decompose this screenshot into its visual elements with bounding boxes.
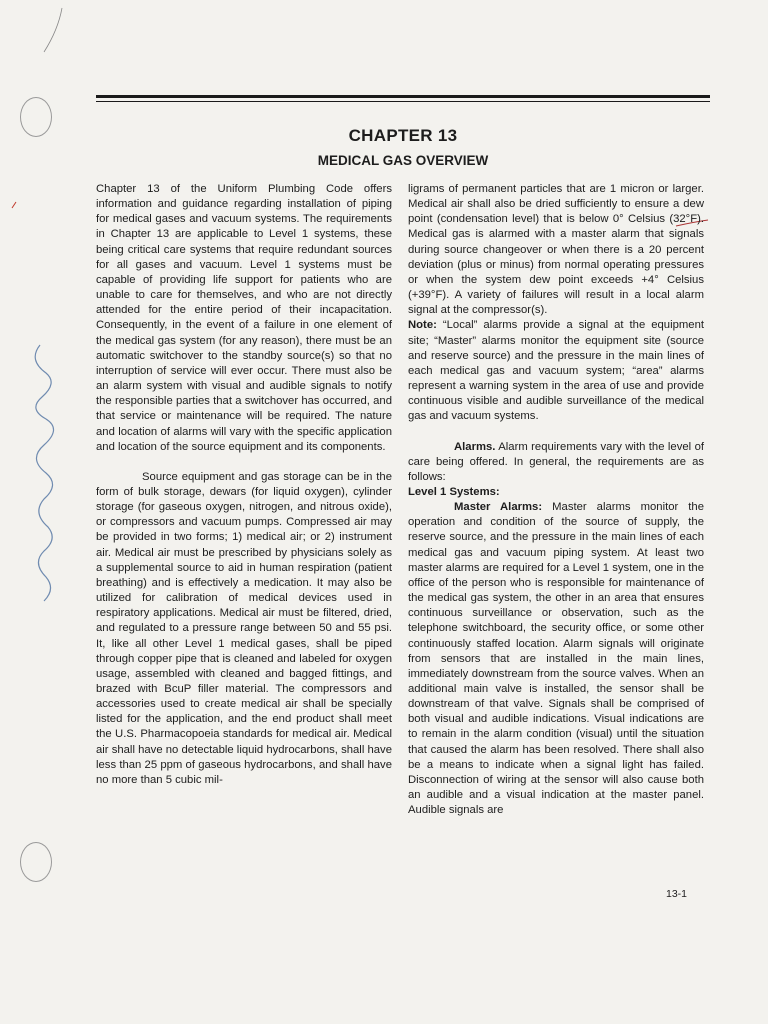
- corner-pen-stroke: [44, 8, 62, 52]
- left-column: [96, 182, 392, 788]
- red-tick: [12, 202, 16, 208]
- paragraph-intro: Chapter 13 of the Uniform Plumbing Code offers information and guidance regarding installation of piping for medical gases and vacuum systems. The requirements in Chapter 13 are applicable to Level 1 systems, these being critical care systems that require redundant sources for all gases and vacuum. Level 1 systems must be capable of providing life support for patients who are unable to care for themselves, and who are not directly attended for the entire period of their incapacitation. Consequently, in the event of a failure in one element of the medical gas system (for any reason), there must be an automatic switchover to the standby source(s) so that no interruption of service will ever occur. There must also be an alarm system with visual and audible signals to notify the responsible parties that a switchover has occurred, and that service or maintenance will be required. The nature and location of alarms will vary with the specific application and location of the source equipment and its components.: [96, 183, 392, 453]
- master-alarms-text: Master alarms monitor the operation and condition of the source of supply, the reserve source, and the pressure in the main lines of each medical gas and vacuum piping system. At least two master alarms are required for a Level 1 system, one in the office of the person who is responsible for maintenance of the medical gas system, the other in an area that ensures continuous surveillance or observation, such as the telephone switchboard, the security office, or some other continuously staffed location. Alarm signals will originate from sensors that are installed in the main lines, immediately downstream from the source valves. When an additional main valve is installed, the sensor shall be downstream of that valve. Signals shall be comprised of both visual and audible indications. Visual indications are to remain in the alarm condition (visual) until the situation that caused the alarm has been resolved. There shall also be a means to indicate when a signal light has failed. Disconnection of wiring at the sensor will also cause both an audible and a visual indication at the master panel. Audible signals are: [408, 501, 704, 817]
- note-label: Note:: [408, 319, 437, 332]
- master-alarms-label: Master Alarms:: [454, 501, 543, 514]
- header-rule-thin: [96, 101, 710, 102]
- paragraph-medical-air: ligrams of permanent particles that are 1 micron or larger. Medical air shall also be dried sufficiently to ensure a dew point (condensation level) that is below 0° Celsius (32°F). Medical gas is alarmed with a master alarm that signals during source changeover or when there is a 20 percent deviation (plus or minus) from normal operating pressures or when the system dew point exceeds +4° Celsius (+39°F). A variety of failures will result in a local alarm signal at the compressor(s).: [408, 183, 704, 317]
- note-text: “Local” alarms provide a signal at the equipment site; “Master” alarms monitor the equipment site (source and reserve source) and the pressure in the main lines of each medical gas and vacuum system; “area” alarms represent a warning system in the area of use and provide continuous visible and audible surveillance of the medical gas and vacuum systems.: [408, 319, 704, 423]
- header-rule-thick: [96, 95, 710, 98]
- alarms-text: Alarm requirements vary with the level of care being offered. In general, the requirements are as follows:: [408, 440, 704, 483]
- paragraph-note: [408, 318, 704, 424]
- paragraph-alarms: [408, 440, 704, 485]
- chapter-title: CHAPTER 13: [348, 126, 458, 145]
- chapter-subtitle: MEDICAL GAS OVERVIEW: [317, 153, 489, 168]
- paragraph-master-alarms: [408, 500, 704, 818]
- paragraph-source-equipment: Source equipment and gas storage can be in the form of bulk storage, dewars (for liquid oxygen), cylinder storage (for gaseous oxygen, nitrogen, and nitrous oxide), or compressors and vacuum pumps. Compressed air may be provided in two forms; 1) medical air; or 2) instrument air. Medical air must be prescribed by physicians solely as a supplemental source to aid in human respiration (patient breathing) and is effectively a medication. It may also be utilized for calibration of medical devices used in respiratory applications. Medical air must be filtered, dried, and regulated to a pressure range between 50 and 55 psi. It, like all other Level 1 medical gases, shall be piped through copper pipe that is cleaned and labeled for oxygen usage, assembled with cleaned and bagged fittings, and brazed with BcuP filler material. The compressors and accessories used to create medical air shall be specially listed for the application, and the end product shall meet the U.S. Pharmacopoeia standards for medical air. Medical air shall have no detectable liquid hydrocarbons, shall have less than 25 ppm of gaseous hydrocarbons, and shall have no more than 5 cubic mil-: [96, 470, 392, 786]
- level-1-heading: Level 1 Systems:: [408, 485, 500, 498]
- page-number: 13-1: [666, 888, 688, 900]
- right-column: [408, 182, 704, 818]
- margin-scribble: [35, 345, 53, 601]
- alarms-label: Alarms.: [454, 440, 496, 453]
